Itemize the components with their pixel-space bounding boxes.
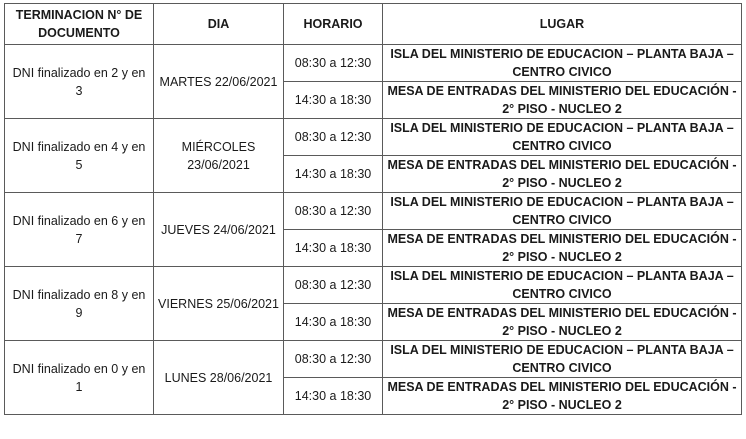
dia-cell: MARTES 22/06/2021 <box>154 45 284 119</box>
lugar-cell: MESA DE ENTRADAS DEL MINISTERIO DEL EDUCACIÓN - 2° PISO - NUCLEO 2 <box>383 156 742 193</box>
lugar-cell: MESA DE ENTRADAS DEL MINISTERIO DEL EDUCACIÓN - 2° PISO - NUCLEO 2 <box>383 304 742 341</box>
header-row <box>5 4 742 45</box>
header-horario: HORARIO <box>284 4 383 45</box>
lugar-cell: ISLA DEL MINISTERIO DE EDUCACION – PLANTA BAJA – CENTRO CIVICO <box>383 193 742 230</box>
lugar-cell: ISLA DEL MINISTERIO DE EDUCACION – PLANTA BAJA – CENTRO CIVICO <box>383 341 742 378</box>
dia-cell: LUNES 28/06/2021 <box>154 341 284 415</box>
table-row <box>5 119 742 156</box>
horario-cell: 14:30 a 18:30 <box>284 378 383 415</box>
horario-cell: 08:30 a 12:30 <box>284 267 383 304</box>
table-row <box>5 193 742 230</box>
horario-cell: 08:30 a 12:30 <box>284 193 383 230</box>
documento-cell: DNI finalizado en 4 y en 5 <box>5 119 154 193</box>
horario-cell: 08:30 a 12:30 <box>284 45 383 82</box>
lugar-cell: ISLA DEL MINISTERIO DE EDUCACION – PLANTA BAJA – CENTRO CIVICO <box>383 267 742 304</box>
table-row <box>5 341 742 378</box>
documento-cell: DNI finalizado en 2 y en 3 <box>5 45 154 119</box>
lugar-cell: ISLA DEL MINISTERIO DE EDUCACION – PLANTA BAJA – CENTRO CIVICO <box>383 45 742 82</box>
header-dia: DIA <box>154 4 284 45</box>
dia-cell: JUEVES 24/06/2021 <box>154 193 284 267</box>
header-documento: TERMINACION N° DE DOCUMENTO <box>5 4 154 45</box>
horario-cell: 08:30 a 12:30 <box>284 119 383 156</box>
documento-cell: DNI finalizado en 6 y en 7 <box>5 193 154 267</box>
dia-cell: VIERNES 25/06/2021 <box>154 267 284 341</box>
table-row <box>5 267 742 304</box>
dia-cell: MIÉRCOLES 23/06/2021 <box>154 119 284 193</box>
lugar-cell: MESA DE ENTRADAS DEL MINISTERIO DEL EDUCACIÓN - 2° PISO - NUCLEO 2 <box>383 82 742 119</box>
schedule-container <box>4 3 742 415</box>
documento-cell: DNI finalizado en 0 y en 1 <box>5 341 154 415</box>
horario-cell: 14:30 a 18:30 <box>284 304 383 341</box>
lugar-cell: MESA DE ENTRADAS DEL MINISTERIO DEL EDUCACIÓN - 2° PISO - NUCLEO 2 <box>383 230 742 267</box>
lugar-cell: MESA DE ENTRADAS DEL MINISTERIO DEL EDUCACIÓN - 2° PISO - NUCLEO 2 <box>383 378 742 415</box>
header-lugar: LUGAR <box>383 4 742 45</box>
horario-cell: 14:30 a 18:30 <box>284 230 383 267</box>
table-row <box>5 45 742 82</box>
lugar-cell: ISLA DEL MINISTERIO DE EDUCACION – PLANTA BAJA – CENTRO CIVICO <box>383 119 742 156</box>
documento-cell: DNI finalizado en 8 y en 9 <box>5 267 154 341</box>
horario-cell: 14:30 a 18:30 <box>284 82 383 119</box>
horario-cell: 08:30 a 12:30 <box>284 341 383 378</box>
schedule-table <box>4 3 742 415</box>
horario-cell: 14:30 a 18:30 <box>284 156 383 193</box>
